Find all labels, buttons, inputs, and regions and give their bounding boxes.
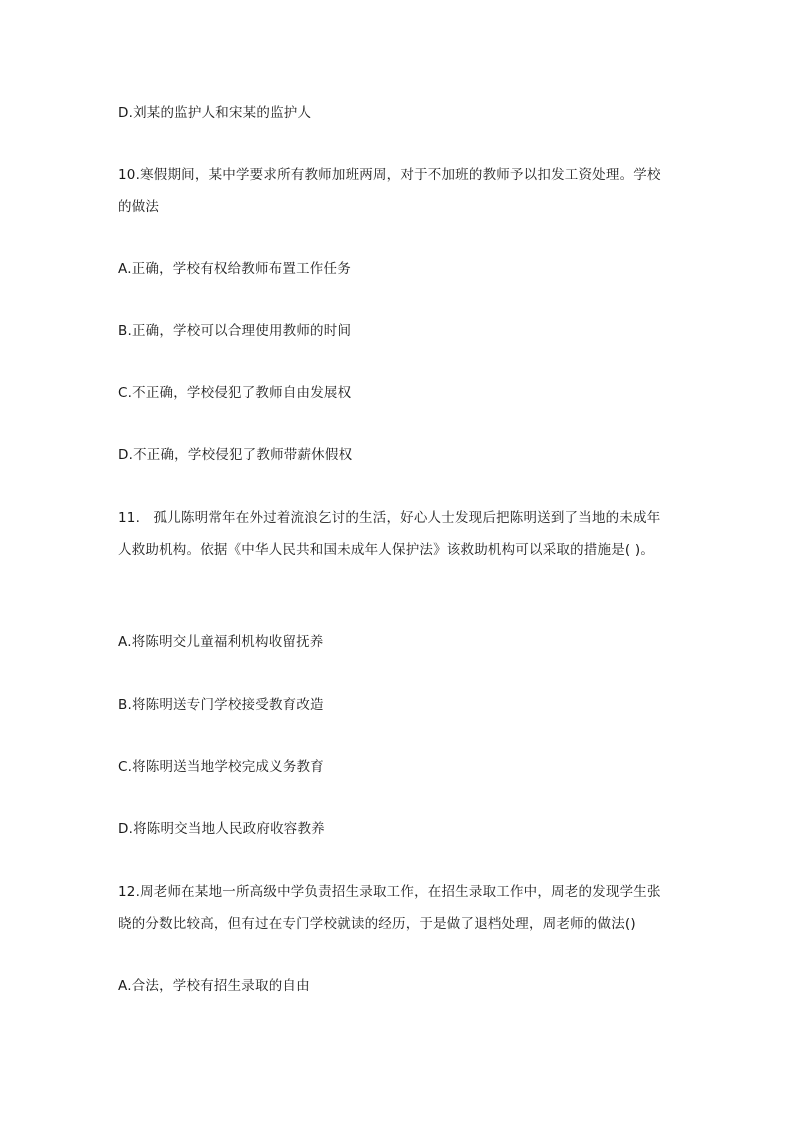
q11-stem-line-1: 11. 孤儿陈明常年在外过着流浪乞讨的生活，好心人士发现后把陈明送到了当地的未成年 xyxy=(118,510,661,526)
q12-stem-line-1: 12.周老师在某地一所高级中学负责招生录取工作，在招生录取工作中，周老的发现学生张 xyxy=(118,884,661,900)
q11-stem-line-2: 人救助机构。依据《中华人民共和国未成年人保护法》该救助机构可以采取的措施是( )。 xyxy=(118,542,655,558)
q10-option-a: A.正确，学校有权给教师布置工作任务 xyxy=(118,261,351,277)
q11-option-d: D.将陈明交当地人民政府收容教养 xyxy=(118,821,325,837)
q11-option-a: A.将陈明交儿童福利机构收留抚养 xyxy=(118,634,324,650)
q10-stem-line-1: 10.寒假期间，某中学要求所有教师加班两周，对于不加班的教师予以扣发工资处理。学校 xyxy=(118,167,661,183)
q12-stem-line-2: 晓的分数比较高，但有过在专门学校就读的经历，于是做了退档处理，周老师的做法() xyxy=(118,916,636,932)
q10-option-c: C.不正确，学校侵犯了教师自由发展权 xyxy=(118,385,352,401)
q11-option-c: C.将陈明送当地学校完成义务教育 xyxy=(118,759,324,775)
q10-option-d: D.不正确，学校侵犯了教师带薪休假权 xyxy=(118,447,353,463)
q10-option-b: B.正确，学校可以合理使用教师的时间 xyxy=(118,323,352,339)
q11-option-b: B.将陈明送专门学校接受教育改造 xyxy=(118,697,324,713)
q10-stem-line-2: 的做法 xyxy=(118,199,160,215)
q12-option-a: A.合法，学校有招生录取的自由 xyxy=(118,978,310,994)
q9-option-d: D.刘某的监护人和宋某的监护人 xyxy=(118,105,312,121)
